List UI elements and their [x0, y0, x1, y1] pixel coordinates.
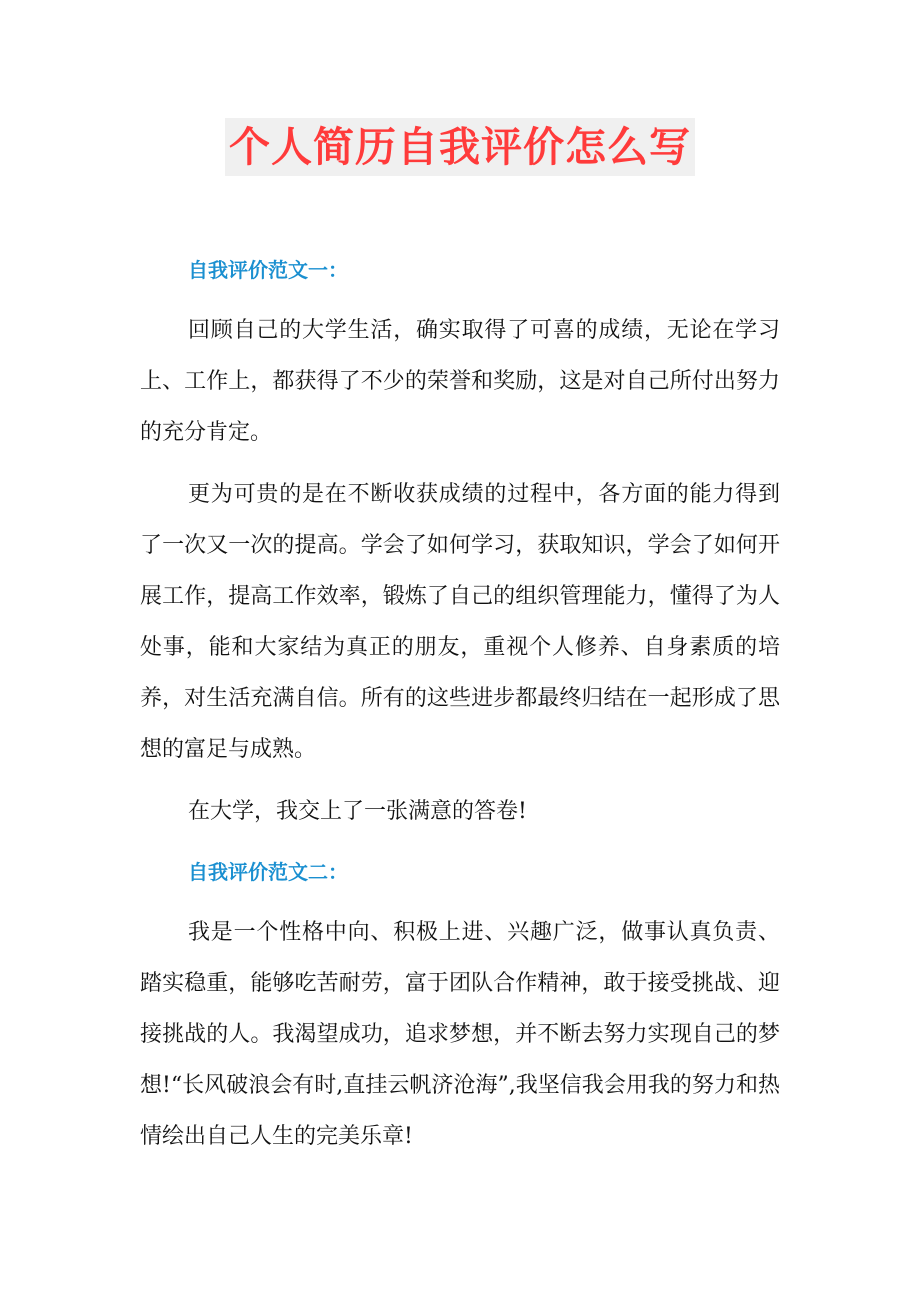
paragraph-1-1: 回顾自己的大学生活，确实取得了可喜的成绩，无论在学习上、工作上，都获得了不少的荣誉和奖励，这是对自己所付出努力的充分肯定。	[140, 318, 780, 445]
paragraph-2-1: 我是一个性格中向、积极上进、兴趣广泛，做事认真负责、踏实稳重，能够吃苦耐劳，富于团队合作精神，敢于接受挑战、迎接挑战的人。我渴望成功，追求梦想，并不断去努力实现自己的梦想!“长风破浪会有时,直挂云帆济沧海”,我坚信我会用我的努力和热情绘出自己人生的完美乐章!	[140, 920, 780, 1149]
section-heading-1: 自我评价范文一：	[188, 258, 348, 282]
section-heading-2: 自我评价范文二：	[188, 860, 348, 884]
page-title: 个人简历自我评价怎么写	[225, 118, 695, 176]
title-container	[0, 118, 920, 176]
paragraph-1-2: 更为可贵的是在不断收获成绩的过程中，各方面的能力得到了一次又一次的提高。学会了如何学习，获取知识，学会了如何开展工作，提高工作效率，锻炼了自己的组织管理能力，懂得了为人处事，能和大家结为真正的朋友，重视个人修养、自身素质的培养，对生活充满自信。所有的这些进步都最终归结在一起形成了思想的富足与成熟。	[140, 482, 780, 762]
document-body	[140, 246, 780, 1173]
paragraph-1-3: 在大学，我交上了一张满意的答卷!	[188, 799, 527, 824]
